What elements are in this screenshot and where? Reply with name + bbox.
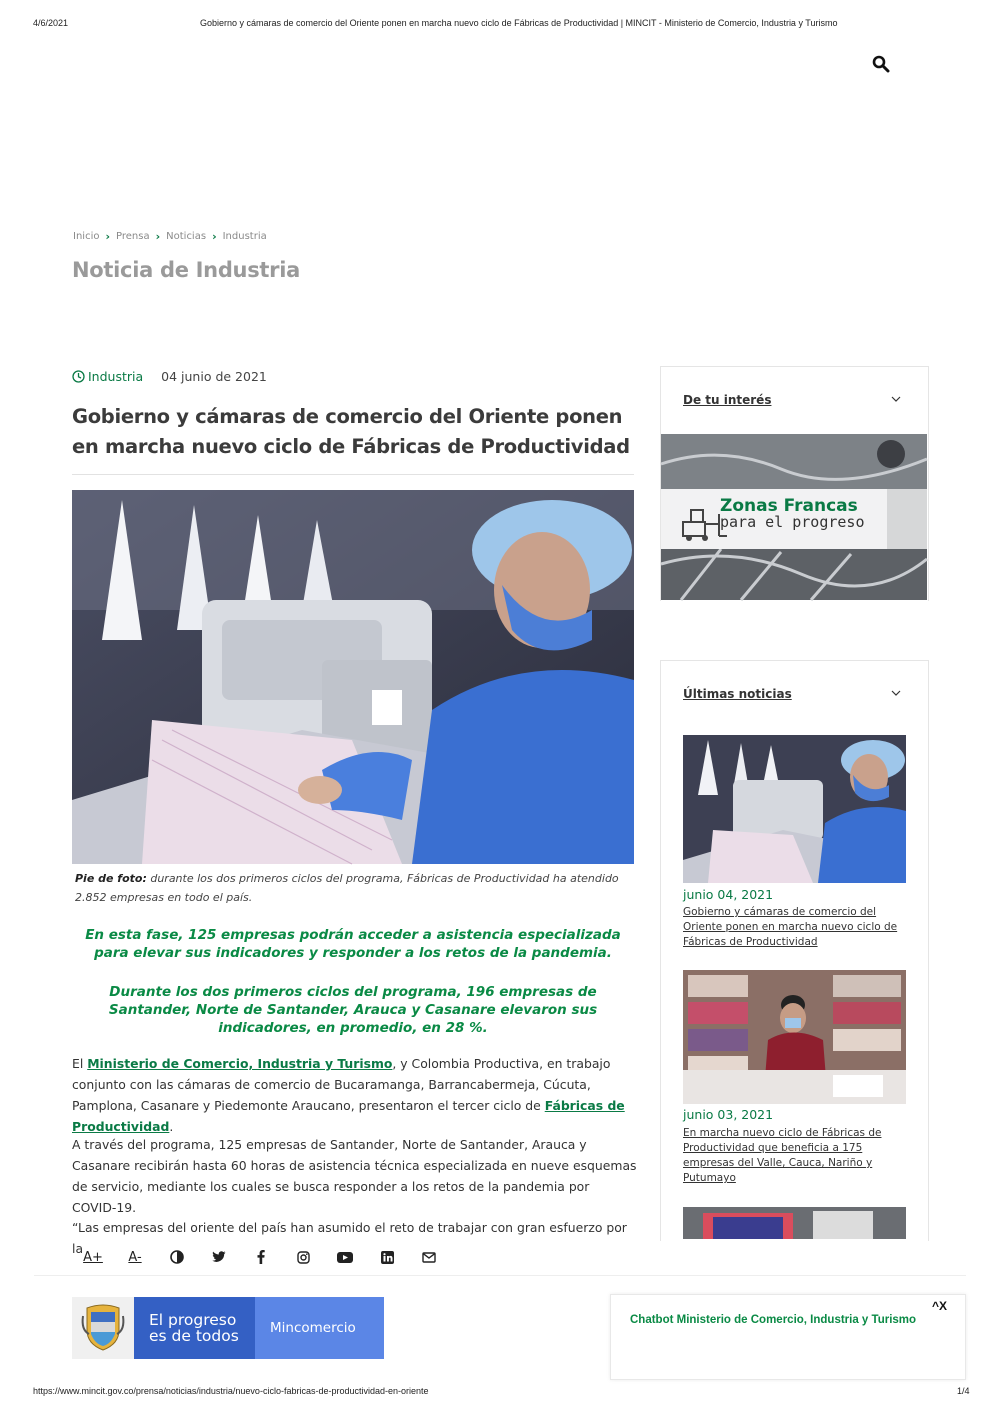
article-category[interactable]: Industria <box>88 369 144 384</box>
print-date: 4/6/2021 <box>33 18 69 28</box>
slogan-line-2: es de todos <box>149 1327 239 1345</box>
toolbar-divider <box>34 1275 966 1276</box>
print-url: https://www.mincit.gov.co/prensa/noticias/industria/nuevo-ciclo-fabricas-de-productividad-en-oriente <box>33 1386 429 1396</box>
banner-subtitle: para el progreso <box>720 513 865 531</box>
clock-icon <box>72 370 85 383</box>
font-increase-button[interactable]: A+ <box>83 1249 103 1265</box>
breadcrumb-noticias[interactable]: Noticias <box>166 231 207 242</box>
latest-news-heading[interactable]: Últimas noticias <box>683 687 792 701</box>
photo-caption <box>75 869 640 907</box>
breadcrumb <box>73 230 267 243</box>
page-title: Noticia de Industria <box>72 258 300 282</box>
breadcrumb-prensa[interactable]: Prensa <box>116 231 150 242</box>
interest-heading[interactable]: De tu interés <box>683 393 772 407</box>
news-thumbnail[interactable] <box>683 735 906 883</box>
progress-slogan <box>134 1297 255 1359</box>
contrast-icon[interactable] <box>156 1250 198 1264</box>
chatbot-widget[interactable] <box>610 1294 966 1380</box>
chatbot-close-button[interactable]: ^X <box>931 1299 947 1313</box>
news-date: junio 04, 2021 <box>683 887 774 902</box>
breadcrumb-inicio[interactable]: Inicio <box>73 231 100 242</box>
search-icon[interactable] <box>872 55 890 73</box>
chevron-down-icon[interactable] <box>891 394 901 404</box>
print-page-number: 1/4 <box>957 1386 970 1396</box>
slogan-line-1: El progreso <box>149 1311 237 1329</box>
breadcrumb-separator-icon: › <box>212 230 217 243</box>
facebook-icon[interactable] <box>240 1250 282 1264</box>
coat-of-arms-icon <box>72 1297 134 1359</box>
chatbot-title: Chatbot Ministerio de Comercio, Industria y Turismo <box>630 1314 917 1326</box>
article-meta <box>72 369 267 384</box>
p1-text-middle: , y Colombia Productiva, en trabajo conjunto con las cámaras de comercio de Bucaramanga, Barrancabermeja, Cúcuta, Pamplona, Casanare y Piedemonte Araucano, presentaron el tercer ciclo de <box>72 1056 611 1113</box>
ministry-link[interactable]: Ministerio de Comercio, Industria y Turismo <box>87 1056 393 1071</box>
email-icon[interactable] <box>408 1252 450 1263</box>
caption-text: durante los dos primeros ciclos del programa, Fábricas de Productividad ha atendido 2.852 empresas en todo el país. <box>75 872 619 904</box>
font-decrease-button[interactable]: A- <box>128 1249 142 1265</box>
news-thumbnail[interactable] <box>683 1207 906 1239</box>
linkedin-icon[interactable] <box>366 1251 408 1264</box>
article-paragraph-1 <box>72 1053 637 1137</box>
breadcrumb-separator-icon: › <box>155 230 161 243</box>
article-headline: Gobierno y cámaras de comercio del Oriente ponen en marcha nuevo ciclo de Fábricas de Productividad <box>72 405 630 458</box>
ministry-name: Mincomercio <box>255 1297 384 1359</box>
article-paragraph-2: A través del programa, 125 empresas de Santander, Norte de Santander, Arauca y Casanare recibirán hasta 60 horas de asistencia técnica especializada en nueve esquemas de servicio, mediante los cuales se busca responder a los retos de la pandemia por COVID-19. <box>72 1137 637 1215</box>
news-title-link[interactable]: Gobierno y cámaras de comercio del Oriente ponen en marcha nuevo ciclo de Fábricas de Productividad <box>683 906 898 948</box>
headline-divider <box>72 474 634 475</box>
print-page-title: Gobierno y cámaras de comercio del Oriente ponen en marcha nuevo ciclo de Fábricas de Productividad | MINCIT - Ministerio de Comercio, Industria y Turismo <box>200 18 838 28</box>
caption-label: Pie de foto: <box>75 872 147 885</box>
instagram-icon[interactable] <box>282 1251 324 1264</box>
news-date: junio 03, 2021 <box>683 1107 774 1122</box>
twitter-icon[interactable] <box>198 1251 240 1263</box>
youtube-icon[interactable] <box>324 1252 366 1263</box>
news-title-link[interactable]: En marcha nuevo ciclo de Fábricas de Productividad que beneficia a 175 empresas del Valle, Cauca, Nariño y Putumayo <box>683 1127 882 1184</box>
article-photo <box>72 490 634 864</box>
chevron-down-icon[interactable] <box>891 688 901 698</box>
article-date: 04 junio de 2021 <box>161 369 267 384</box>
p1-text-start: El <box>72 1056 88 1071</box>
breadcrumb-separator-icon: › <box>105 230 111 243</box>
news-thumbnail[interactable] <box>683 970 906 1104</box>
p1-text-end: . <box>169 1119 174 1134</box>
banner-title: Zonas Francas <box>720 496 858 516</box>
accessibility-share-toolbar <box>72 1246 450 1268</box>
breadcrumb-industria: Industria <box>222 231 267 242</box>
government-logo[interactable] <box>72 1297 384 1359</box>
lead-highlight-1: En esta fase, 125 empresas podrán acceder a asistencia especializada para elevar sus indicadores y responder a los retos de la pandemia. <box>85 927 621 961</box>
article-paragraph-3: “Las empresas del oriente del país han asumido el reto de trabajar con gran esfuerzo por la <box>72 1220 627 1256</box>
zonas-francas-banner[interactable] <box>661 434 927 600</box>
lead-highlight-2: Durante los dos primeros ciclos del programa, 196 empresas de Santander, Norte de Santander, Arauca y Casanare elevaron sus indicadores, en promedio, en 28 %. <box>108 984 598 1036</box>
fabricas-link[interactable]: Fábricas de Productividad <box>72 1098 625 1134</box>
